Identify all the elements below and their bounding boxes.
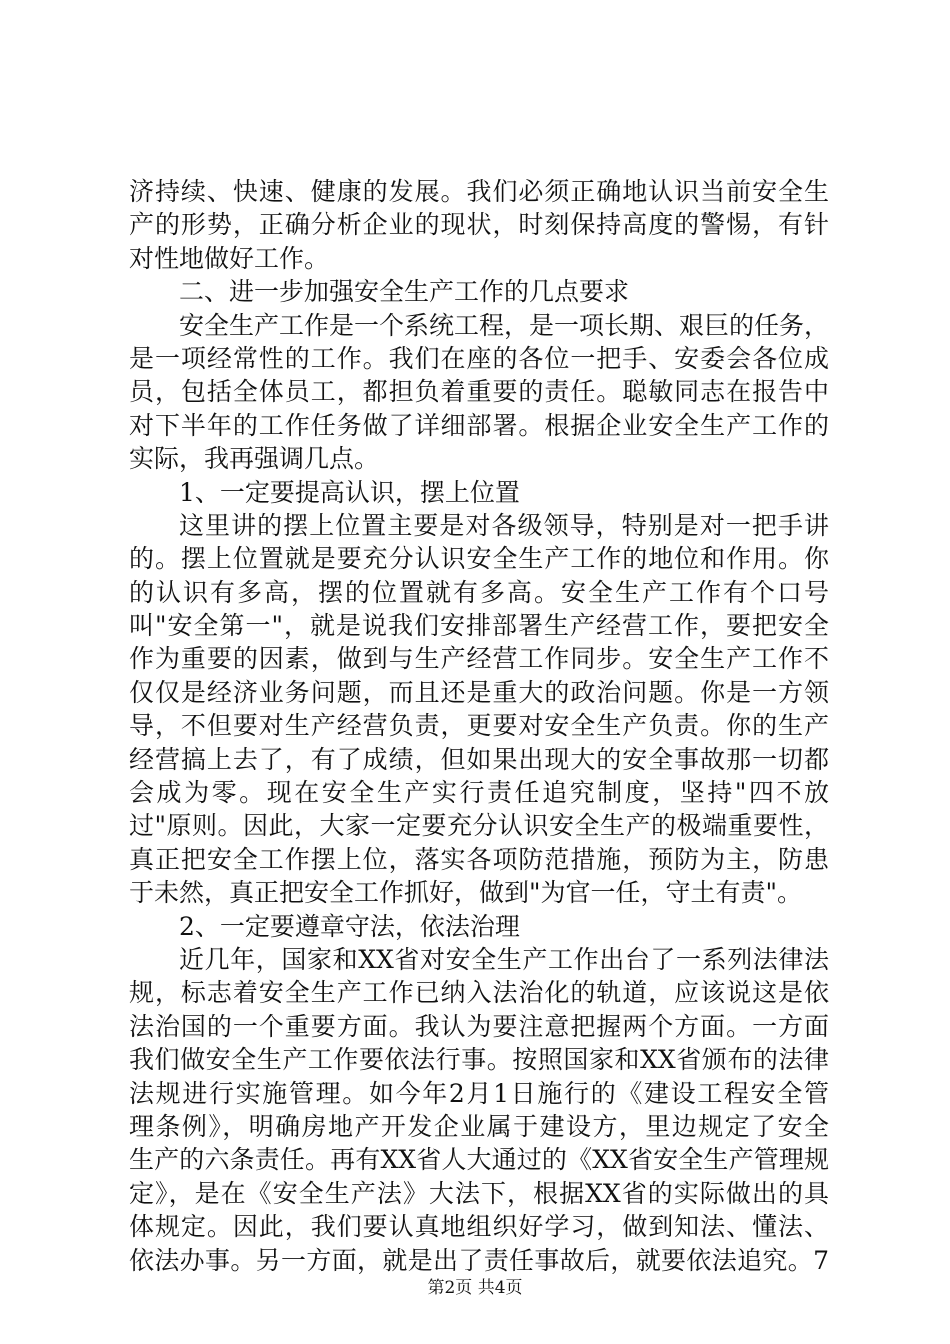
- text-line: 对性地做好工作。: [129, 243, 330, 273]
- text-line: 我们做安全生产工作要依法行事。按照国家和XX省颁布的法律: [129, 1045, 829, 1075]
- text-line: 产的形势，正确分析企业的现状，时刻保持高度的警惕，有针: [129, 210, 829, 240]
- text-line: 安全生产工作是一个系统工程，是一项长期、艰巨的任务，: [179, 310, 830, 340]
- text-line: 仅仅是经济业务问题，而且还是重大的政治问题。你是一方领: [129, 677, 829, 707]
- text-line: 导，不但要对生产经营负责，更要对安全生产负责。你的生产: [129, 711, 829, 741]
- text-line: 法规进行实施管理。如今年2月1日施行的《建设工程安全管: [129, 1078, 829, 1108]
- text-line: 真正把安全工作摆上位，落实各项防范措施，预防为主，防患: [129, 844, 829, 874]
- text-line: 规，标志着安全生产工作已纳入法治化的轨道，应该说这是依: [129, 978, 829, 1008]
- text-line: 2、一定要遵章守法，依法治理: [179, 911, 520, 941]
- page-footer: 第2页 共4页: [427, 1278, 523, 1298]
- text-line: 经营搞上去了，有了成绩，但如果出现大的安全事故那一切都: [129, 744, 829, 774]
- text-line: 近几年，国家和XX省对安全生产工作出台了一系列法律法: [179, 944, 829, 974]
- text-line: 作为重要的因素，做到与生产经营工作同步。安全生产工作不: [129, 644, 829, 674]
- text-line: 员，包括全体员工，都担负着重要的责任。聪敏同志在报告中: [129, 377, 829, 407]
- text-line: 于未然，真正把安全工作抓好，做到"为官一任，守土有责"。: [129, 878, 803, 908]
- text-line: 对下半年的工作任务做了详细部署。根据企业安全生产工作的: [129, 410, 829, 440]
- text-line: 叫"安全第一"，就是说我们安排部署生产经营工作，要把安全: [129, 611, 829, 641]
- text-line: 是一项经常性的工作。我们在座的各位一把手、安委会各位成: [129, 343, 829, 373]
- text-line: 的。摆上位置就是要充分认识安全生产工作的地位和作用。你: [129, 544, 829, 574]
- text-line: 体规定。因此，我们要认真地组织好学习，做到知法、懂法、: [129, 1212, 829, 1242]
- text-line: 过"原则。因此，大家一定要充分认识安全生产的极端重要性，: [129, 811, 829, 841]
- text-line: 1、一定要提高认识，摆上位置: [179, 477, 520, 507]
- text-line: 二、进一步加强安全生产工作的几点要求: [179, 277, 630, 307]
- text-line: 的认识有多高，摆的位置就有多高。安全生产工作有个口号: [129, 577, 829, 607]
- text-line: 济持续、快速、健康的发展。我们必须正确地认识当前安全生: [129, 177, 829, 206]
- text-line: 依法办事。另一方面，就是出了责任事故后，就要依法追究。7: [129, 1245, 829, 1275]
- text-line: 这里讲的摆上位置主要是对各级领导，特别是对一把手讲: [179, 510, 829, 540]
- text-line: 法治国的一个重要方面。我认为要注意把握两个方面。一方面: [129, 1011, 829, 1041]
- text-line: 理条例》，明确房地产开发企业属于建设方，里边规定了安全: [129, 1111, 829, 1141]
- document-body: [129, 175, 829, 1277]
- text-line: 生产的六条责任。再有XX省人大通过的《XX省安全生产管理规: [129, 1145, 829, 1175]
- text-line: 定》，是在《安全生产法》大法下，根据XX省的实际做出的具: [129, 1178, 829, 1208]
- text-line: 实际，我再强调几点。: [129, 444, 380, 474]
- text-line: 会成为零。现在安全生产实行责任追究制度，坚持"四不放: [129, 778, 829, 808]
